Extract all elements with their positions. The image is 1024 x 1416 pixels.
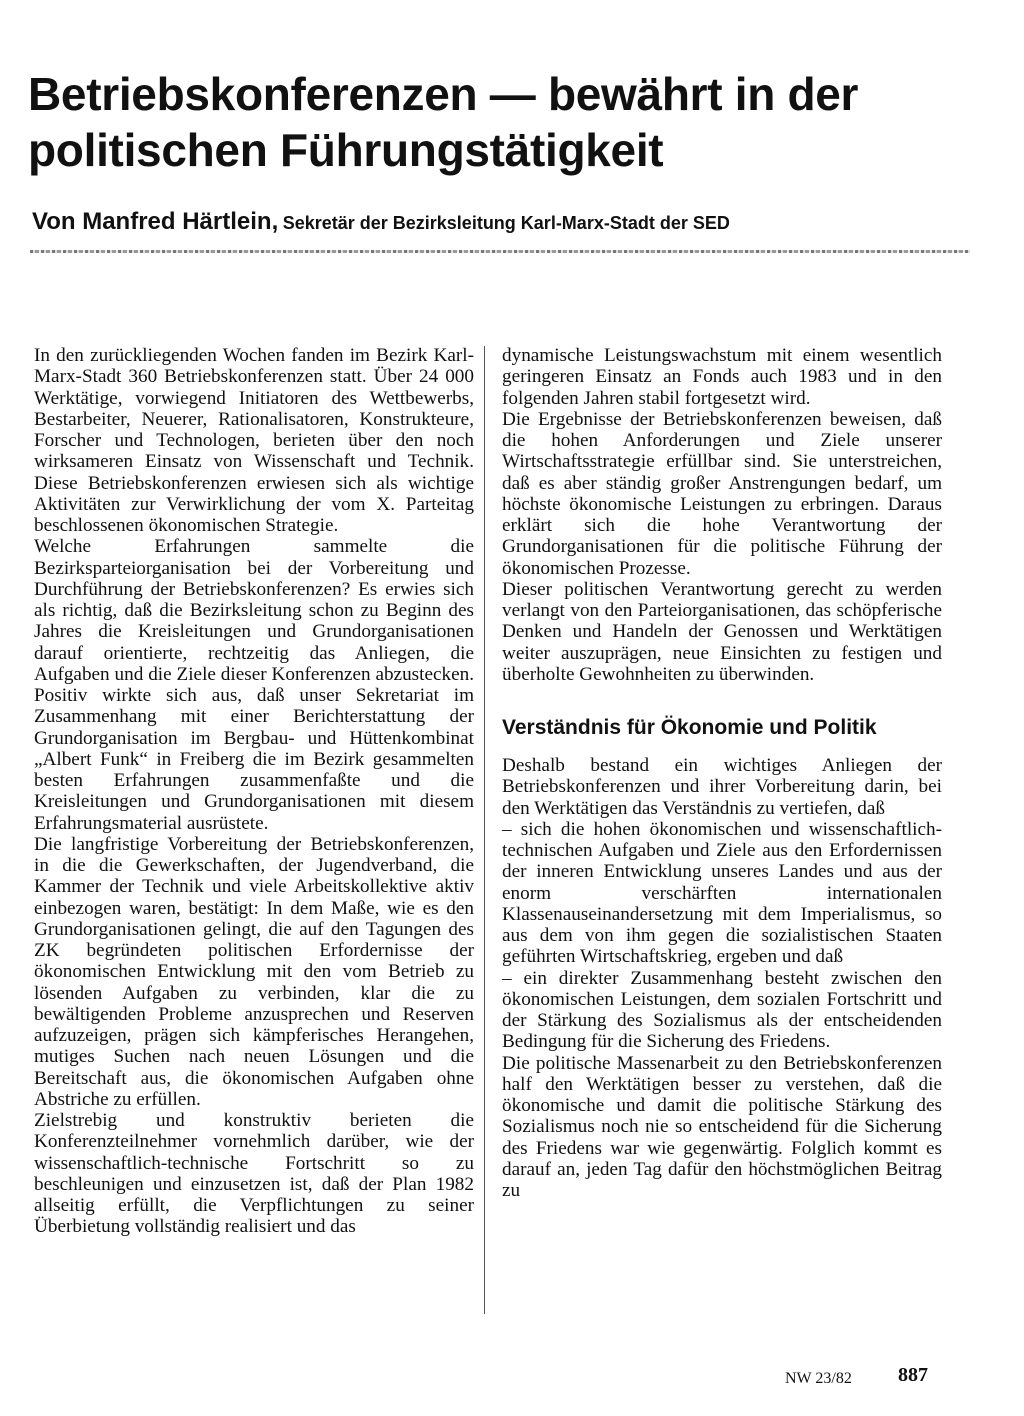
journal-issue: NW 23/82: [785, 1370, 852, 1387]
column-divider: [484, 346, 485, 1314]
paragraph: Die langfristige Vorbereitung der Betriebskonferenzen, in die die Gewerkschaften, der Jugendverband, die Kammer der Technik und viele Arbeitskollektive aktiv einbezogen waren, bestätigt: In dem Maße, wie es den Grundorganisationen gelingt, die auf den Tagungen des ZK begründeten politischen Erfordernisse der ökonomischen Entwicklung mit den vom Betrieb zu lösenden Aufgaben zu verbinden, klar die zu bewältigenden Probleme anzusprechen und Reserven aufzuzeigen, prägen sich kämpferisches Herangehen, mutiges Suchen nach neuen Lösungen und die Bereitschaft aus, die ökonomischen Aufgaben ohne Abstriche zu erfüllen.: [34, 833, 474, 1110]
paragraph: In den zurückliegenden Wochen fanden im Bezirk Karl-Marx-Stadt 360 Betriebskonferenzen statt. Über 24 000 Werktätige, vorwiegend Initiatoren des Wettbewerbs, Bestarbeiter, Neuerer, Rationalisatoren, Konstrukteure, Forscher und Technologen, berieten über den noch wirksameren Einsatz von Wissenschaft und Technik. Diese Betriebskonferenzen erwiesen sich als wichtige Aktivitäten zur Verwirklichung der vom X. Parteitag beschlossenen ökonomischen Strategie.: [34, 345, 474, 536]
page-number: 887: [898, 1364, 928, 1386]
author-name: Von Manfred Härtlein,: [32, 208, 279, 235]
byline: [32, 208, 992, 236]
paragraph: Die politische Massenarbeit zu den Betriebskonferenzen half den Werktätigen besser zu verstehen, daß die ökonomische und damit die politische Stärkung des Sozialismus noch nie so entscheidend für die Sicherung des Friedens war wie gegenwärtig. Folglich kommt es darauf an, jeden Tag dafür den höchstmöglichen Beitrag zu: [502, 1052, 942, 1201]
paragraph: Zielstrebig und konstruktiv berieten die Konferenzteilnehmer vornehmlich darüber, wie der wissenschaftlich-technische Fortschritt so zu beschleunigen und einzusetzen ist, daß der Plan 1982 allseitig erfüllt, die Verpflichtungen zu seiner Überbietung vollständig realisiert und das: [34, 1110, 474, 1238]
paragraph: Welche Erfahrungen sammelte die Bezirksparteiorganisation bei der Vorbereitung und Durchführung der Betriebskonferenzen? Es erwies sich als richtig, daß die Bezirksleitung schon zu Beginn des Jahres die Kreisleitungen und Grundorganisationen darauf orientierte, rechtzeitig das Anliegen, die Aufgaben und die Ziele dieser Konferenzen abzustecken. Positiv wirkte sich aus, daß unser Sekretariat im Zusammenhang mit einer Berichterstattung der Grundorganisation im Bergbau- und Hüttenkombinat „Albert Funk“ in Freiberg die im Bezirk gesammelten besten Erfahrungen zusammenfaßte und die Kreisleitungen und Grundorganisationen mit diesem Erfahrungsmaterial ausrüstete.: [34, 536, 474, 834]
left-column: [34, 345, 474, 1238]
author-role: Sekretär der Bezirksleitung Karl-Marx-Stadt der SED: [282, 213, 730, 233]
paragraph: Die Ergebnisse der Betriebskonferenzen beweisen, daß die hohen Anforderungen und Ziele unserer Wirtschaftsstrategie erfüllbar sind. Sie unterstreichen, daß es aber ständig großer Anstrengungen bedarf, um höchste ökonomische Leistungen zu erbringen. Daraus erklärt sich die hohe Verantwortung der Grundorganisationen für die politische Führung der ökonomischen Prozesse.: [502, 408, 942, 579]
article-title: Betriebskonferenzen — bewährt in der politischen Führungstätigkeit: [28, 68, 859, 176]
separator-rule: [30, 250, 970, 253]
list-item: – sich die hohen ökonomischen und wissenschaftlich-technischen Aufgaben und Ziele aus den Erfordernissen der inneren Entwicklung unseres Landes und aus der enorm verschärften internationalen Klassenauseinandersetzung mit dem Imperialismus, so aus dem von ihm gegen die sozialistischen Staaten geführten Wirtschaftskrieg, ergeben und daß: [502, 818, 942, 968]
section-heading: Verständnis für Ökonomie und Politik: [502, 716, 877, 739]
right-column: [502, 345, 942, 1201]
paragraph: Deshalb bestand ein wichtiges Anliegen der Betriebskonferenzen und ihrer Vorbereitung darin, bei den Werktätigen das Verständnis zu vertiefen, daß: [502, 755, 942, 819]
paragraph: Dieser politischen Verantwortung gerecht zu werden verlangt von den Parteiorganisationen, das schöpferische Denken und Handeln der Genossen und Werktätigen weiter auszuprägen, neue Einsichten zu festigen und überholte Gewohnheiten zu überwinden.: [502, 578, 942, 685]
list-item: – ein direkter Zusammenhang besteht zwischen den ökonomischen Leistungen, dem sozialen Fortschritt und der Stärkung des Sozialismus als der entscheidenden Bedingung für die Sicherung des Friedens.: [502, 967, 942, 1053]
paragraph: dynamische Leistungswachstum mit einem wesentlich geringeren Einsatz an Fonds auch 1983 und in den folgenden Jahren stabil fortgesetzt wird.: [502, 345, 942, 409]
